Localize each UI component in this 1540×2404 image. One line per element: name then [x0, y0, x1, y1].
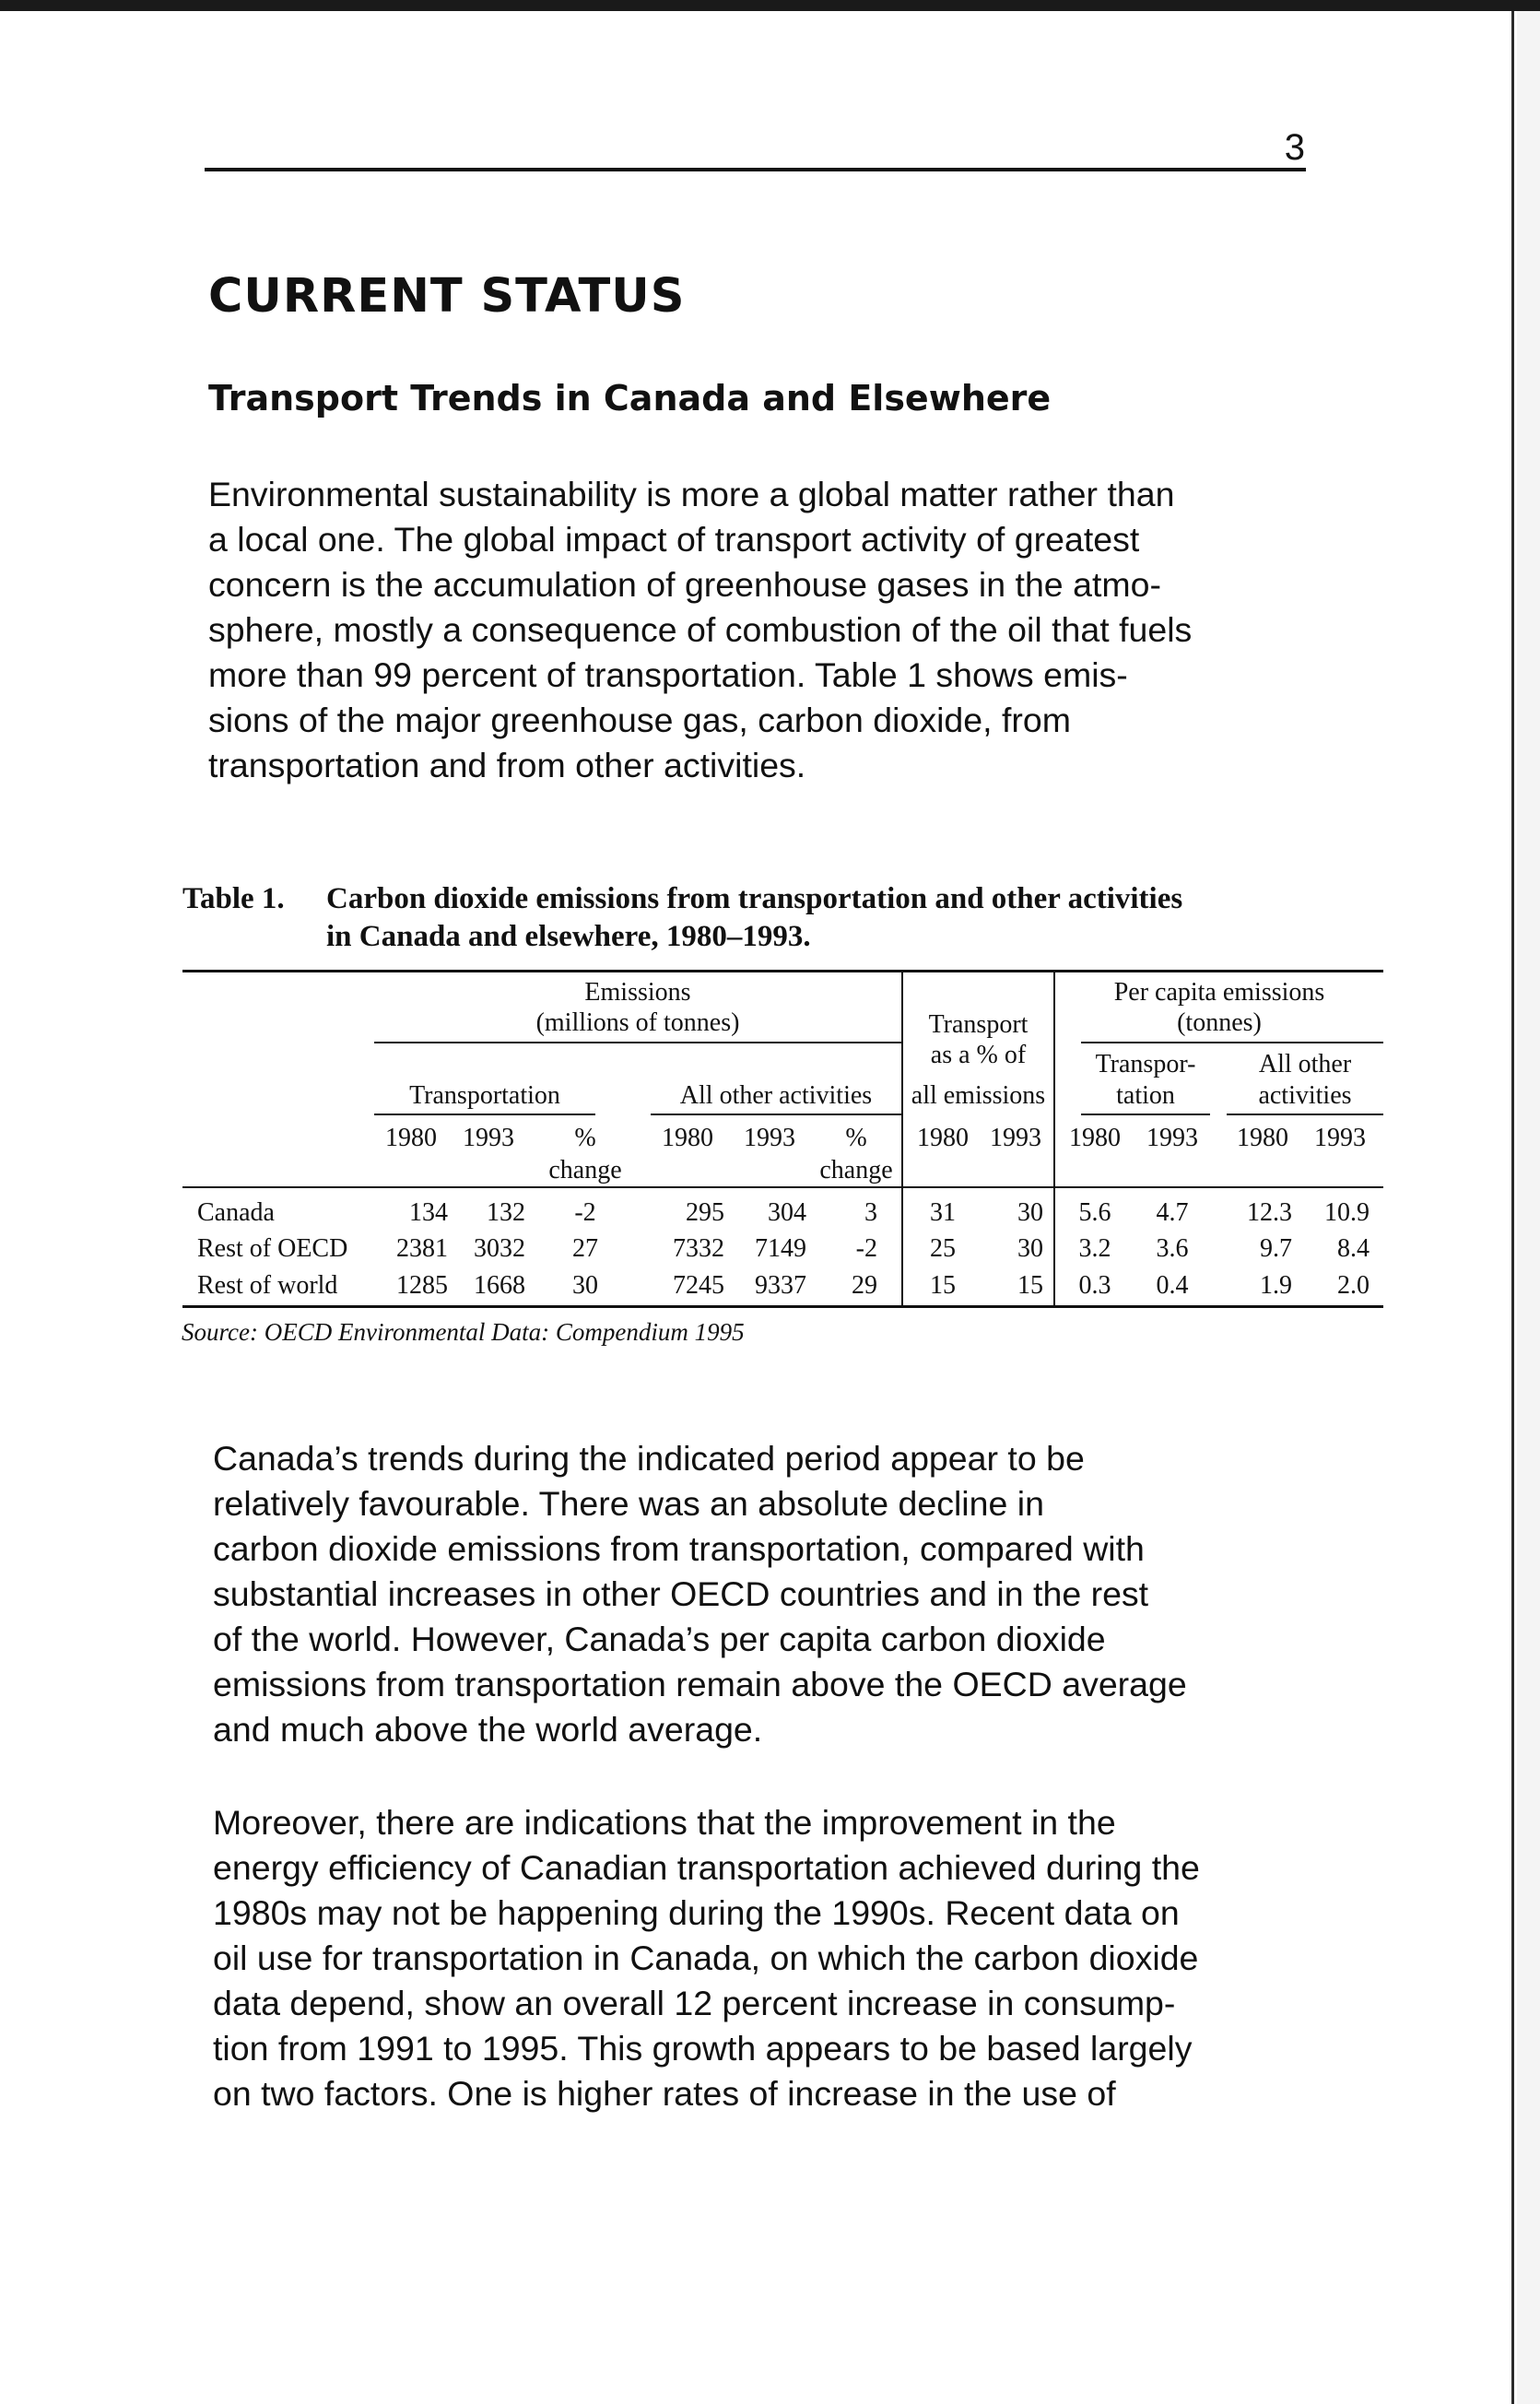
table-cell: 25 — [930, 1234, 956, 1263]
paragraph-line: transportation and from other activities. — [208, 746, 806, 784]
subheader-pc-transport: Transpor- — [1095, 1050, 1196, 1078]
table-caption-line: Carbon dioxide emissions from transportation and other activities — [326, 882, 1183, 915]
table-cell: 0.3 — [1078, 1271, 1111, 1300]
col-1993: 1993 — [1314, 1124, 1366, 1152]
scan-top-border — [0, 0, 1540, 11]
col-1980: 1980 — [1237, 1124, 1288, 1152]
table-cell: 134 — [409, 1198, 448, 1227]
paragraph-line: a local one. The global impact of transport activity of greatest — [208, 520, 1140, 559]
header-transport-share: all emissions — [911, 1081, 1046, 1110]
table-cell: 30 — [1017, 1198, 1043, 1227]
header-percapita: Per capita emissions — [1113, 978, 1325, 1007]
table-caption-line: in Canada and elsewhere, 1980–1993. — [326, 920, 811, 953]
table-cell: 2381 — [396, 1234, 448, 1263]
column-divider — [901, 970, 903, 1305]
transportation-rule — [374, 1114, 595, 1115]
table-cell: 9337 — [755, 1271, 806, 1300]
col-1993: 1993 — [1146, 1124, 1198, 1152]
paragraph-line: energy efficiency of Canadian transportation achieved during the — [213, 1848, 1200, 1887]
header-transport-share: Transport — [928, 1010, 1029, 1039]
col-1980: 1980 — [385, 1124, 437, 1152]
row-label-rest-of-oecd: Rest of OECD — [197, 1234, 348, 1263]
section-heading: CURRENT STATUS — [208, 269, 686, 324]
table-cell: 0.4 — [1156, 1271, 1189, 1300]
scan-right-margin — [1517, 11, 1540, 2404]
col-1980: 1980 — [662, 1124, 713, 1152]
table-cell: 12.3 — [1247, 1198, 1292, 1227]
paragraph-line: relatively favourable. There was an absolute decline in — [213, 1484, 1044, 1523]
table-cell: 5.6 — [1078, 1198, 1111, 1227]
table-bottom-rule — [182, 1305, 1383, 1308]
pc-transport-rule — [1081, 1114, 1210, 1115]
paragraph-line: oil use for transportation in Canada, on which the carbon dioxide — [213, 1939, 1199, 1977]
paragraph-line: sions of the major greenhouse gas, carbon dioxide, from — [208, 701, 1071, 739]
table-cell: 132 — [487, 1198, 525, 1227]
table-cell: 1.9 — [1260, 1271, 1292, 1300]
header-bottom-rule — [182, 1186, 1383, 1188]
table-label: Table 1. — [182, 882, 285, 915]
paragraph-line: tion from 1991 to 1995. This growth appears to be based largely — [213, 2029, 1193, 2068]
subheader-transportation: Transportation — [409, 1081, 560, 1110]
table-cell: -2 — [855, 1234, 877, 1263]
paragraph-line: carbon dioxide emissions from transportation, compared with — [213, 1529, 1145, 1568]
table-cell: 3032 — [474, 1234, 525, 1263]
subheader-pc-allother: All other — [1258, 1050, 1352, 1078]
table-cell: 30 — [1017, 1234, 1043, 1263]
table-cell: 30 — [572, 1271, 598, 1300]
subsection-heading: Transport Trends in Canada and Elsewhere — [208, 378, 1052, 418]
subheader-pc-transport: tation — [1116, 1081, 1175, 1110]
col-1993: 1993 — [463, 1124, 514, 1152]
col-1980: 1980 — [1069, 1124, 1121, 1152]
paragraph-line: on two factors. One is higher rates of increase in the use of — [213, 2074, 1116, 2113]
pc-allother-rule — [1227, 1114, 1383, 1115]
paragraph-line: Environmental sustainability is more a global matter rather than — [208, 475, 1175, 513]
table-top-rule — [182, 970, 1383, 972]
table-cell: 31 — [930, 1198, 956, 1227]
paragraph-line: and much above the world average. — [213, 1710, 763, 1749]
col-1993: 1993 — [744, 1124, 795, 1152]
emissions-group-rule — [374, 1042, 901, 1043]
table-cell: 7245 — [673, 1271, 724, 1300]
table-cell: 10.9 — [1324, 1198, 1370, 1227]
table-cell: 1668 — [474, 1271, 525, 1300]
paragraph-line: more than 99 percent of transportation. Table 1 shows emis- — [208, 655, 1128, 694]
paragraph-line: Canada’s trends during the indicated period appear to be — [213, 1439, 1085, 1478]
table-cell: 8.4 — [1337, 1234, 1370, 1263]
percapita-group-rule — [1081, 1042, 1383, 1043]
header-emissions-unit: (millions of tonnes) — [535, 1008, 740, 1037]
table-cell: 15 — [1017, 1271, 1043, 1300]
allother-rule — [651, 1114, 901, 1115]
table-cell: 2.0 — [1337, 1271, 1370, 1300]
scan-right-edge — [1511, 11, 1514, 2404]
paragraph-line: data depend, show an overall 12 percent increase in consump- — [213, 1984, 1176, 2022]
paragraph-line: emissions from transportation remain above the OECD average — [213, 1665, 1187, 1703]
col-1980: 1980 — [917, 1124, 969, 1152]
col-change: change — [819, 1156, 893, 1184]
header-transport-share: as a % of — [930, 1041, 1027, 1069]
paragraph-intro — [208, 472, 1192, 788]
paragraph-line: substantial increases in other OECD countries and in the rest — [213, 1574, 1149, 1613]
table-cell: 27 — [572, 1234, 598, 1263]
table-cell: 7149 — [755, 1234, 806, 1263]
table-cell: 4.7 — [1156, 1198, 1189, 1227]
table-cell: 29 — [852, 1271, 877, 1300]
paragraph-line: concern is the accumulation of greenhouse gases in the atmo- — [208, 565, 1161, 604]
table-cell: 3.6 — [1156, 1234, 1189, 1263]
col-pct: % — [845, 1124, 867, 1152]
table-cell: 9.7 — [1260, 1234, 1292, 1263]
table-cell: 15 — [930, 1271, 956, 1300]
col-pct: % — [574, 1124, 596, 1152]
row-label-rest-of-world: Rest of world — [197, 1271, 338, 1300]
table-source: Source: OECD Environmental Data: Compendium 1995 — [182, 1318, 745, 1346]
page-number: 3 — [1284, 127, 1305, 168]
paragraph-line: sphere, mostly a consequence of combustion of the oil that fuels — [208, 610, 1193, 649]
paragraph-line: 1980s may not be happening during the 1990s. Recent data on — [213, 1893, 1180, 1932]
col-1993: 1993 — [990, 1124, 1041, 1152]
table-cell: 3 — [864, 1198, 877, 1227]
table-cell: 295 — [686, 1198, 724, 1227]
table-cell: 1285 — [396, 1271, 448, 1300]
column-divider — [1053, 970, 1055, 1305]
subheader-all-other: All other activities — [679, 1081, 873, 1110]
table-cell: -2 — [574, 1198, 596, 1227]
subheader-pc-allother: activities — [1258, 1081, 1352, 1110]
table-cell: 3.2 — [1078, 1234, 1111, 1263]
col-change: change — [548, 1156, 622, 1184]
paragraph-line: of the world. However, Canada’s per capita carbon dioxide — [213, 1620, 1106, 1658]
paragraph-line: Moreover, there are indications that the improvement in the — [213, 1803, 1116, 1842]
header-emissions: Emissions — [584, 978, 691, 1007]
row-label-canada: Canada — [197, 1198, 275, 1227]
table-cell: 304 — [768, 1198, 806, 1227]
header-rule — [205, 168, 1306, 171]
header-percapita-unit: (tonnes) — [1177, 1008, 1262, 1037]
table-cell: 7332 — [673, 1234, 724, 1263]
paragraph-canada-trends — [213, 1436, 1187, 1752]
paragraph-energy-efficiency — [213, 1800, 1200, 2116]
